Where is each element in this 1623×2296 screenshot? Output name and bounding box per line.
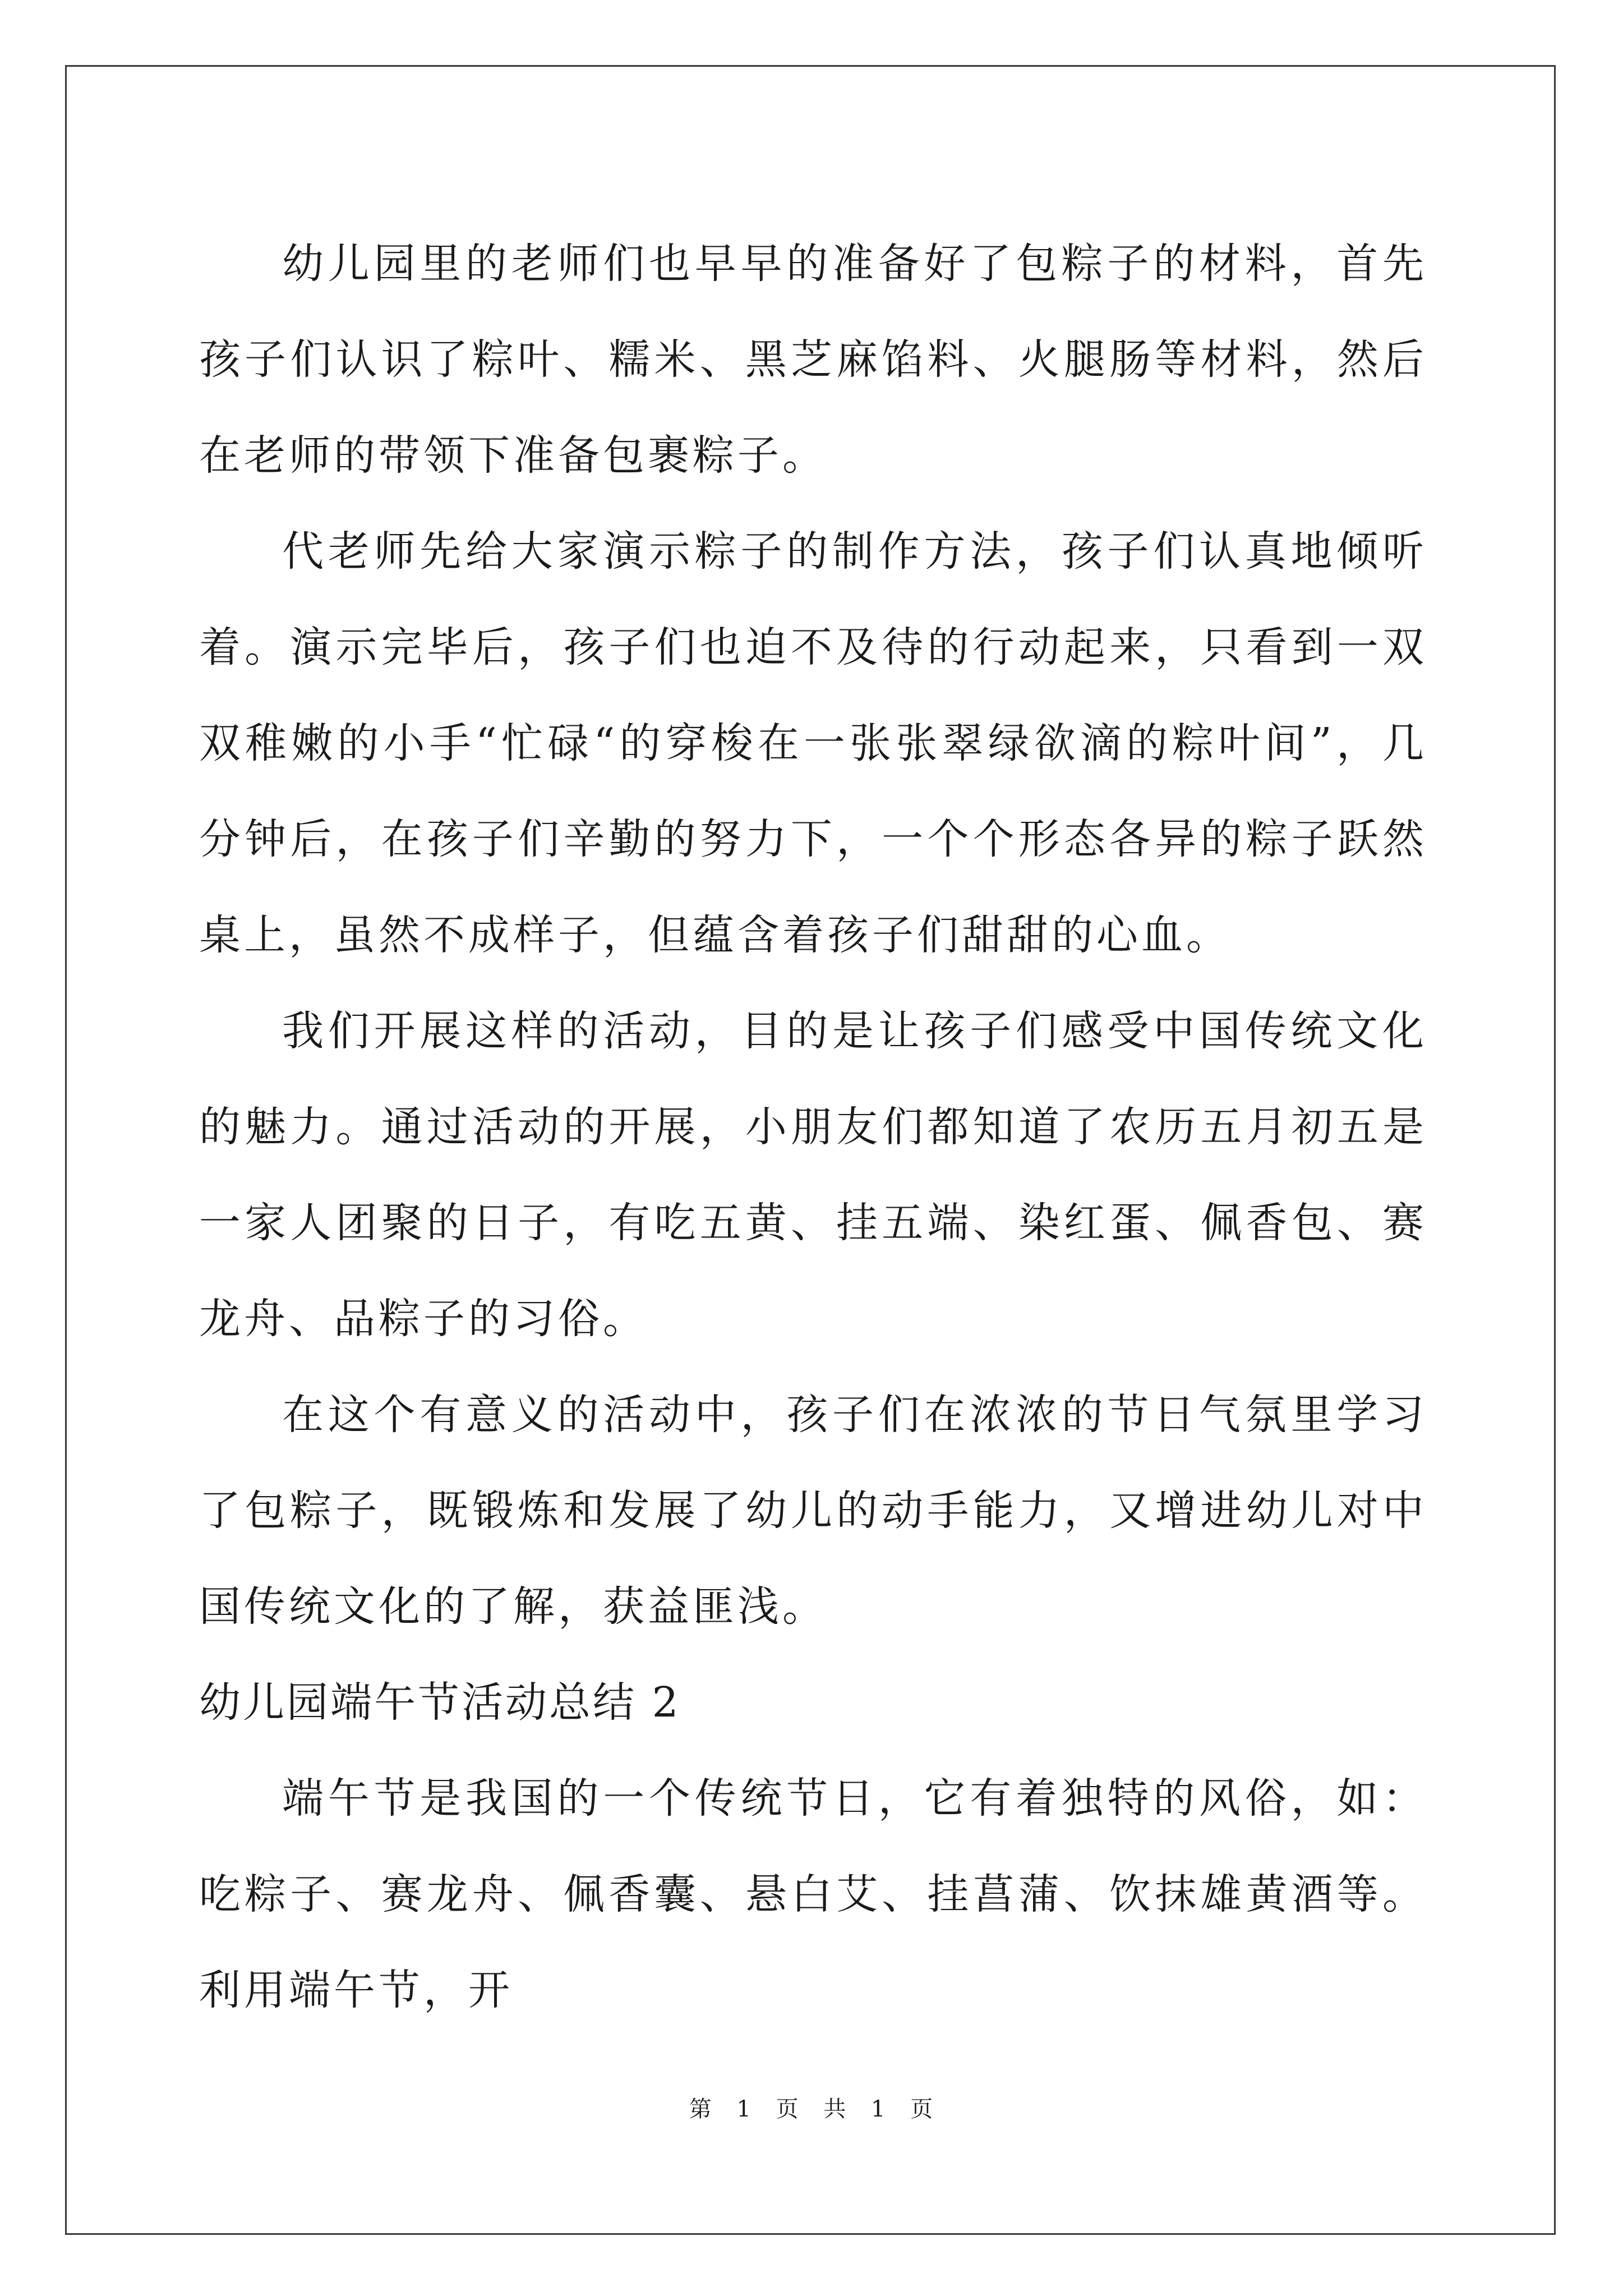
- document-body: [199, 216, 1427, 2039]
- paragraph-4: 在这个有意义的活动中，孩子们在浓浓的节日气氛里学习了包粽子，既锻炼和发展了幼儿的动手能力，又增进幼儿对中国传统文化的了解，获益匪浅。: [199, 1391, 1427, 1631]
- section-heading: 幼儿园端午节活动总结 2: [199, 1678, 681, 1727]
- paragraph-3: 我们开展这样的活动，目的是让孩子们感受中国传统文化的魅力。通过活动的开展，小朋友们都知道了农历五月初五是一家人团聚的日子，有吃五黄、挂五端、染红蛋、佩香包、赛龙舟、品粽子的习俗。: [199, 1007, 1427, 1343]
- page-footer: 第 1 页 共 1 页: [689, 2096, 934, 2122]
- section-paragraph-1: 端午节是我国的一个传统节日，它有着独特的风俗，如：吃粽子、赛龙舟、佩香囊、悬白艾、挂菖蒲、饮抹雄黄酒等。利用端午节，开: [199, 1774, 1427, 2014]
- paragraph-2: 代老师先给大家演示粽子的制作方法，孩子们认真地倾听着。演示完毕后，孩子们也迫不及待的行动起来，只看到一双双稚嫩的小手“忙碌“的穿梭在一张张翠绿欲滴的粽叶间”，几分钟后，在孩子们辛勤的努力下，一个个形态各异的粽子跃然桌上，虽然不成样子，但蕴含着孩子们甜甜的心血。: [199, 527, 1427, 959]
- paragraph-1: 幼儿园里的老师们也早早的准备好了包粽子的材料，首先孩子们认识了粽叶、糯米、黑芝麻馅料、火腿肠等材料，然后在老师的带领下准备包裹粽子。: [199, 240, 1427, 480]
